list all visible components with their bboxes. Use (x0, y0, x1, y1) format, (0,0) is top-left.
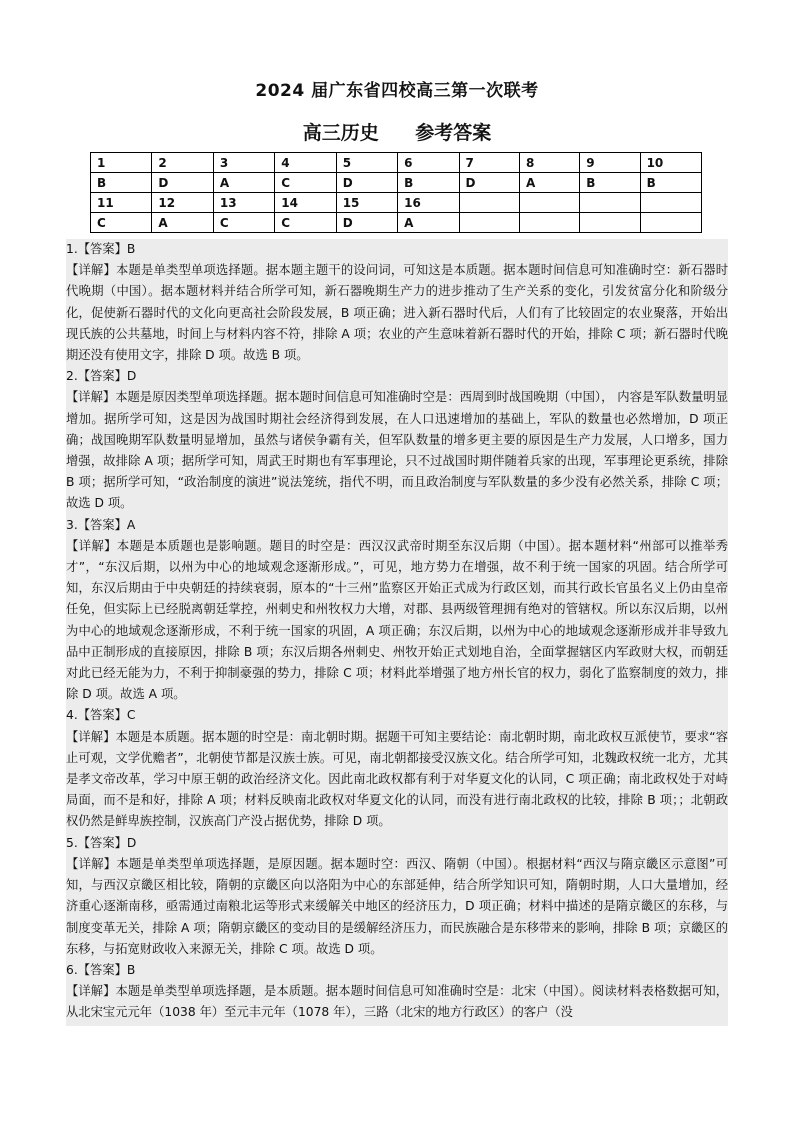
question-answer-heading: 4.【答案】C (66, 708, 136, 723)
answer-table-row (91, 173, 702, 193)
answer-table-cell: 4 (275, 153, 336, 173)
answer-table-cell: 7 (459, 153, 519, 173)
answer-table-cell: 13 (213, 193, 274, 213)
answer-table-cell: A (213, 173, 274, 193)
answer-table-cell: B (580, 173, 640, 193)
answer-table-cell: 15 (336, 193, 397, 213)
answer-table-cell: D (336, 173, 397, 193)
answer-table-cell (580, 213, 640, 233)
question-explanation: 【详解】本题是单类型单项选择题，是原因题。据本题时空：西汉、隋朝（中国）。根据材料“西汉与隋京畿区示意图”可知，与西汉京畿区相比较，隋朝的京畿区向以洛阳为中心的东部延伸，结合所学知识可知，隋朝时期，人口大量增加，经济重心逐渐南移，亟需通过南粮北运等形式来缓解关中地区的经济压力，D 项正确；材料中描述的是隋京畿区的东移，与制度变革无关，排除 A 项；隋朝京畿区的变动目的是缓解经济压力，而民族融合是东移带来的影响，排除 B 项；京畿区的东移，与拓宽财政收入来源无关，排除 C 项。故选 D 项。 (66, 856, 728, 956)
answer-table-row (91, 213, 702, 233)
question-answer-heading: 2.【答案】D (66, 369, 137, 384)
answer-table-cell: 10 (640, 153, 701, 173)
answer-table-row (91, 193, 702, 213)
answer-table-cell: C (213, 213, 274, 233)
question-answer-heading: 3.【答案】A (66, 517, 136, 532)
answer-table (90, 152, 702, 233)
answer-table-cell (519, 193, 579, 213)
answer-table-cell: 6 (398, 153, 459, 173)
answer-table-cell (459, 193, 519, 213)
answer-table-cell: C (275, 173, 336, 193)
question-explanation: 【详解】本题是原因类型单项选择题。据本题时间信息可知准确时空是：西周到时战国晚期（中国）， 内容是军队数量明显增加。据所学可知，这是因为战国时期社会经济得到发展，在人口迅速增加的基础上，军队的数量也必然增加，D 项正确；战国晚期军队数量明显增加，虽然与诸侯争霸有关，但军队数量的增多更主要的原因是生产力发展，人口增多，国力增强，故排除 A 项；据所学可知，周武王时期也有军事理论，只不过战国时期伴随着兵家的出现，军事理论更系统，排除 B 项；据所学可知，“政治制度的演进”说法笼统，指代不明，而且政治制度与军队数量的多少没有必然关系，排除 C 项；故选 D 项。 (66, 390, 728, 511)
question-answer-heading: 5.【答案】D (66, 835, 137, 850)
question-explanation: 【详解】本题是本质题也是影响题。题目的时空是：西汉汉武帝时期至东汉后期（中国）。据本题材料“州部可以推举秀才”，“东汉后期，以州为中心的地域观念逐渐形成。”，可见，地方势力在增强，故不利于统一国家的巩固。结合所学可知，东汉后期由于中央朝廷的持续衰弱，原本的“十三州”监察区开始正式成为行政区划，而其行政长官虽名义上仍由皇帝任免，但实际上已经脱离朝廷掌控，州刺史和州牧权力大增，对郡、县两级管理拥有绝对的管辖权。所以东汉后期，以州为中心的地域观念逐渐形成，不利于统一国家的巩固，A 项正确；东汉后期，以州为中心的地域观念逐渐形成并非导致九品中正制形成的直接原因，排除 B 项；东汉后期各州刺史、州牧开始正式划地自治，全面掌握辖区内军政财大权，而朝廷对此已经无能为力，不利于抑制豪强的势力，排除 C 项；材料此举增强了地方州长官的权力，弱化了监察制度的效力，排除 D 项。故选 A 项。 (66, 538, 728, 702)
answer-table-cell: B (398, 173, 459, 193)
answer-table-cell: 8 (519, 153, 579, 173)
question-explanation: 【详解】本题是单类型单项选择题，是本质题。据本题时间信息可知准确时空是：北宋（中国）。阅读材料表格数据可知，从北宋宝元元年（1038 年）至元丰元年（1078 年），三路（北宋的地方行政区）的客户（没 (66, 984, 728, 1020)
answer-table-cell: A (519, 173, 579, 193)
answer-table-cell: 12 (152, 193, 213, 213)
answer-table-cell: D (152, 173, 213, 193)
question-answer-heading: 6.【答案】B (66, 962, 136, 977)
answer-table-cell (580, 193, 640, 213)
answer-table-cell: C (91, 213, 152, 233)
answer-table-cell: D (336, 213, 397, 233)
question-explanation: 【详解】本题是单类型单项选择题。据本题主题干的设问词，可知这是本质题。据本题时间信息可知准确时空：新石器时代晚期（中国）。据本题材料并结合所学可知，新石器晚期生产力的进步推动了生产关系的变化，引发贫富分化和阶级分化，促使新石器时代的文化向更高社会阶段发展，B 项正确；进入新石器时代后，人们有了比较固定的农业聚落，开始出现氏族的公共墓地，时间上与材料内容不符，排除 A 项；农业的产生意味着新石器时代的开始，排除 C 项；新石器时代晚期还没有使用文字，排除 D 项。故选 B 项。 (66, 263, 728, 363)
answer-table-cell: B (640, 173, 701, 193)
answer-table-cell: A (152, 213, 213, 233)
answer-table-cell: A (398, 213, 459, 233)
answer-table-cell: 14 (275, 193, 336, 213)
answer-table-cell: 9 (580, 153, 640, 173)
answer-table-cell: B (91, 173, 152, 193)
answer-table-cell: 3 (213, 153, 274, 173)
question-answer-heading: 1.【答案】B (66, 242, 136, 256)
answer-table-row (91, 153, 702, 173)
answer-table-cell (519, 213, 579, 233)
page-subtitle: 高三历史 参考答案 (302, 122, 492, 144)
answer-table-cell: C (275, 213, 336, 233)
answer-table-cell (459, 213, 519, 233)
answer-table-cell: D (459, 173, 519, 193)
answer-table-cell: 16 (398, 193, 459, 213)
answer-table-cell: 11 (91, 193, 152, 213)
question-explanation: 【详解】本题是本质题。据本题的时空是：南北朝时期。据题干可知主要结论：南北朝时期，南北政权互派使节，要求“容止可观，文学优赡者”，北朝使节都是汉族士族。可见，南北朝都接受汉族文化。结合所学可知，北魏政权统一北方，尤其是孝文帝改革，学习中原王朝的政治经济文化。因此南北政权都有利于对华夏文化的认同，C 项正确；南北政权处于对峙局面，而不是和好，排除 A 项；材料反映南北政权对华夏文化的认同，而没有进行南北政权的比较，排除 B 项；；北朝政权仍然是鲜卑族控制，汉族高门产没占据优势，排除 D 项。 (66, 729, 728, 829)
page-title: 2024 届广东省四校高三第一次联考 (255, 81, 539, 101)
answer-table-cell (640, 193, 701, 213)
answer-table-cell: 2 (152, 153, 213, 173)
explanations (66, 239, 728, 1026)
answer-table-cell: 1 (91, 153, 152, 173)
answer-table-cell (640, 213, 701, 233)
answer-table-cell: 5 (336, 153, 397, 173)
